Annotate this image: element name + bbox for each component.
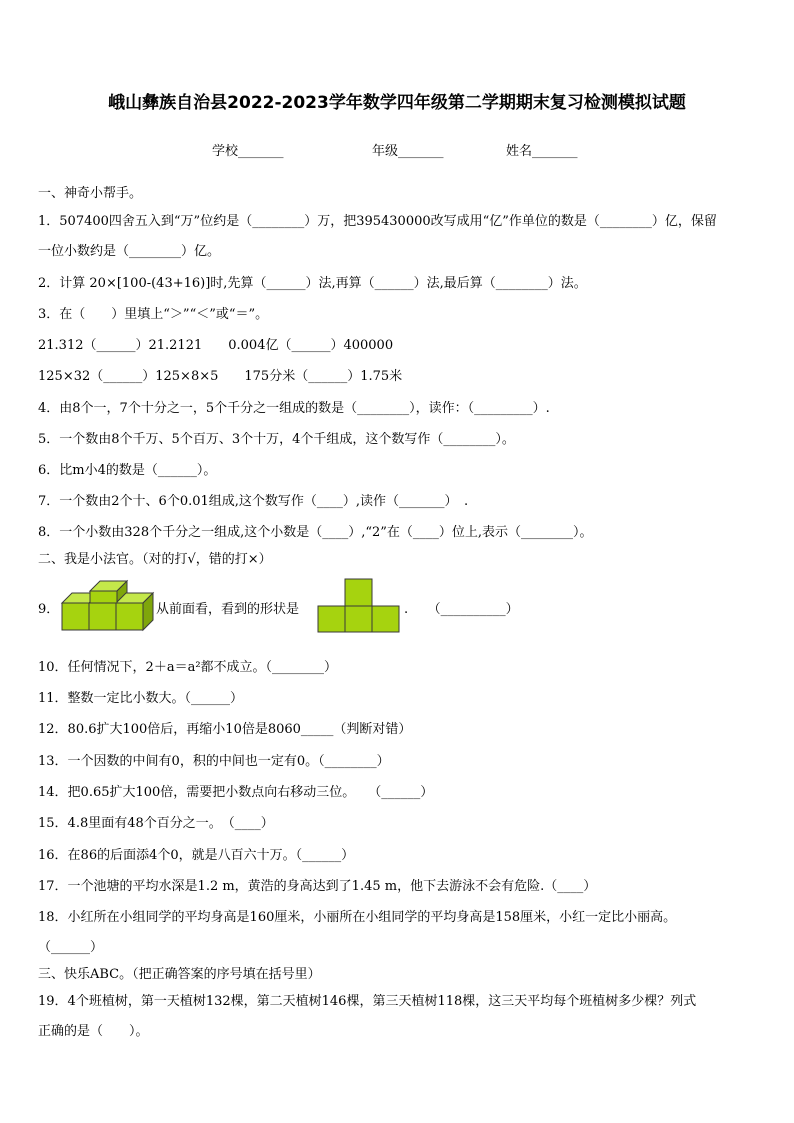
question-7: 7．一个数由2个十、6个0.01组成,这个数写作（____）,读作（_______） .: [38, 494, 469, 509]
question-9-number: 9．: [38, 602, 60, 617]
square-cell: [318, 606, 345, 632]
question-6: 6．比m小4的数是（______）。: [38, 463, 217, 478]
question-8: 8．一个小数由328个千分之一组成,这个小数是（____）,“2”在（____）位上,表示（________）。: [38, 525, 593, 540]
question-10: 10．任何情况下，2＋a＝a²都不成立。（________）: [38, 660, 338, 675]
question-9-text: 从前面看，看到的形状是: [156, 602, 300, 617]
question-17: 17．一个池塘的平均水深是1.2 m，黄浩的身高达到了1.45 m，他下去游泳不会有危险.（____）: [38, 879, 597, 894]
section-1-heading: 一、神奇小帮手。: [38, 186, 143, 201]
question-3: 3．在（ ）里填上“＞”“＜”或“＝”。: [38, 307, 269, 322]
question-18-line-1: 18．小红所在小组同学的平均身高是160厘米，小丽所在小组同学的平均身高是158厘米，小红一定比小丽高。: [38, 910, 677, 925]
question-14: 14．把0.65扩大100倍，需要把小数点向右移动三位。 （______）: [38, 785, 434, 800]
school-field[interactable]: 学校_______: [212, 144, 284, 159]
question-2: 2．计算 20×[100-(43+16)]时,先算（______）法,再算（______）法,最后算（________）法。: [38, 276, 587, 291]
question-3-part-b: 125×32（______）125×8×5 175分米（______）1.75米: [38, 369, 403, 384]
question-13: 13．一个因数的中间有0，积的中间也一定有0。（________）: [38, 754, 390, 769]
question-1-line-1: 1．507400四舍五入到“万”位约是（________）万，把395430000改写成用“亿”作单位的数是（________）亿，保留: [38, 214, 717, 229]
section-2-heading: 二、我是小法官。（对的打√，错的打×）: [38, 552, 272, 567]
cube-front-face: [62, 603, 89, 630]
question-12: 12．80.6扩大100倍后，再缩小10倍是8060_____（判断对错）: [38, 722, 412, 737]
question-18-line-2: （______）: [38, 940, 104, 955]
square-cell: [372, 606, 399, 632]
question-4: 4．由8个一，7个十分之一，5个千分之一组成的数是（________），读作：（_________）.: [38, 401, 550, 416]
front-view-figure: [316, 578, 402, 634]
square-cell: [345, 579, 372, 606]
exam-title: 峨山彝族自治县2022-2023学年数学四年级第二学期期末复习检测模拟试题: [108, 93, 686, 113]
question-5: 5．一个数由8个千万、5个百万、3个十万，4个千组成，这个数写作（________）。: [38, 432, 515, 447]
section-3-heading: 三、快乐ABC。（把正确答案的序号填在括号里）: [38, 967, 321, 982]
grade-field[interactable]: 年级_______: [372, 144, 444, 159]
question-9-answer-blank[interactable]: . （__________）: [404, 602, 519, 617]
question-3-part-a: 21.312（______）21.2121 0.004亿（______）400000: [38, 338, 394, 353]
cube-stack-3d-figure: [60, 579, 156, 633]
cube-front-face: [89, 603, 116, 630]
question-11: 11．整数一定比小数大。（______）: [38, 691, 244, 706]
cube-front-face: [116, 603, 143, 630]
question-16: 16．在86的后面添4个0，就是八百六十万。（______）: [38, 848, 355, 863]
cube-front-face: [90, 591, 117, 603]
square-cell: [345, 606, 372, 632]
question-15: 15．4.8里面有48个百分之一。 （____）: [38, 816, 274, 831]
question-19-line-2: 正确的是（ ）。: [38, 1024, 149, 1039]
question-1-line-2: 一位小数约是（________）亿。: [38, 244, 221, 259]
name-field[interactable]: 姓名_______: [506, 144, 578, 159]
question-19-line-1: 19．4个班植树，第一天植树132棵，第二天植树146棵，第三天植树118棵，这三天平均每个班植树多少棵？列式: [38, 994, 697, 1009]
